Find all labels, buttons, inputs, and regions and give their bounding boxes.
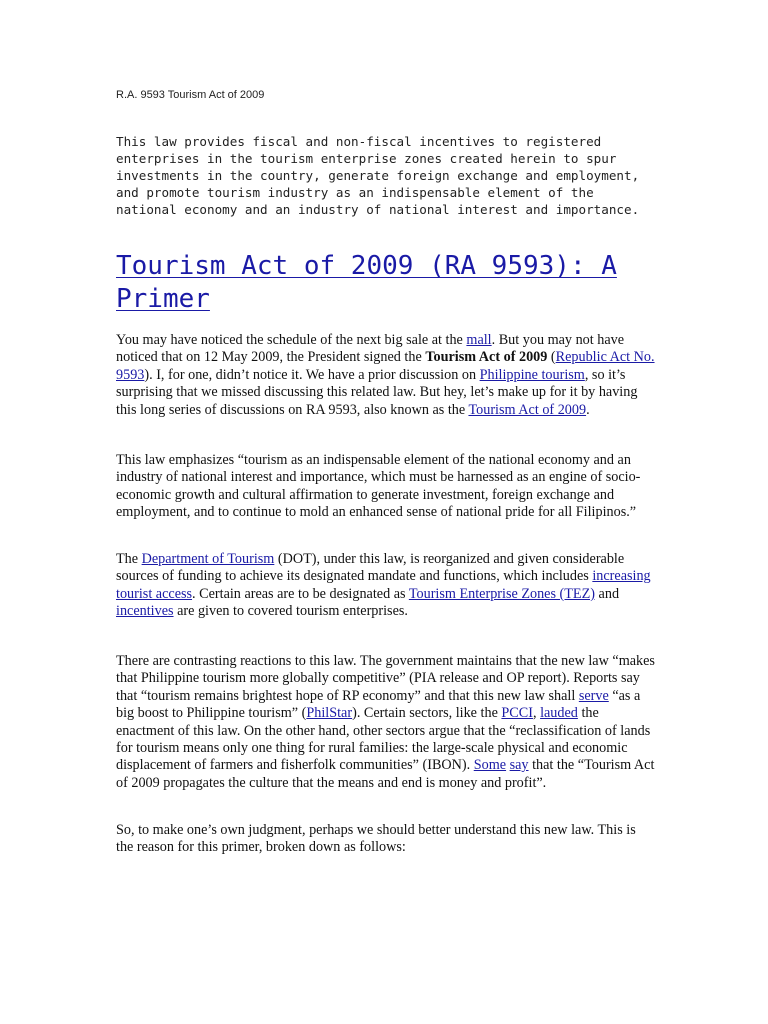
paragraph-2: This law emphasizes “tourism as an indispensable element of the national economy and an industry of national interest and importance, which must be harnessed as an engine of socio-economic growth and cultural affirmation to generate investment, foreign exchange and employment, and to continue to mold an enhanced sense of national pride for all Filipinos.” <box>116 452 641 521</box>
text-span: , <box>532 705 541 722</box>
intro-paragraph: This law provides fiscal and non-fiscal incentives to registered enterprises in the tourism enterprise zones created herein to spur investments in the country, generate foreign exchange and employment, and promote tourism industry as an indispensable element of the national economy and an industry of national interest and importance. <box>116 134 640 218</box>
text-span: The <box>116 551 142 567</box>
primer-heading-link[interactable]: Tourism Act of 2009 (RA 9593): A Primer <box>116 251 617 314</box>
link-lauded[interactable]: lauded <box>540 705 578 722</box>
text-span: ). Certain sectors, like the <box>352 705 502 722</box>
link-some[interactable]: Some <box>473 757 507 774</box>
link-increasing-tourist-access[interactable]: increasing tourist access <box>116 568 651 602</box>
link-serve[interactable]: serve <box>578 687 609 704</box>
text-span: . But you may not have noticed that on 12 May 2009, the President signed the <box>116 332 625 366</box>
text-span: and <box>595 585 620 602</box>
text-span: . <box>586 401 590 418</box>
text-span: There are contrasting reactions to this law. The government maintains that the new law “makes that Philippine tourism more globally competitive” (PIA release and OP report). Reports say that “tourism remains brightest hope of RP economy” and that this new law shall <box>116 653 655 704</box>
primer-heading <box>116 250 676 316</box>
document-label: R.A. 9593 Tourism Act of 2009 <box>116 89 265 101</box>
text-span: are given to covered tourism enterprises. <box>173 603 408 620</box>
link-pcci[interactable]: PCCI <box>501 705 533 722</box>
link-mall[interactable]: mall <box>466 332 492 348</box>
text-span: ). I, for one, didn’t notice it. We have a prior discussion on <box>144 366 480 383</box>
text-span: You may have noticed the schedule of the next big sale at the <box>116 332 467 348</box>
link-tez[interactable]: Tourism Enterprise Zones (TEZ) <box>408 585 595 602</box>
text-span: (DOT), under this law, is reorganized and given considerable sources of funding to achieve its designated mandate and functions, which includes <box>116 551 625 585</box>
text-span: . Certain areas are to be designated as <box>192 585 409 602</box>
link-department-of-tourism[interactable]: Department of Tourism <box>141 551 275 567</box>
text-span: ( <box>547 349 556 366</box>
link-incentives[interactable]: incentives <box>116 603 174 620</box>
text-span: , so it’s surprising that we missed discussing this related law. But hey, let’s make up for it by having this long series of discussions on RA 9593, also known as the <box>116 366 638 418</box>
text-span: that the “Tourism Act of 2009 propagates the culture that the means and end is money and profit”. <box>116 757 655 791</box>
text-span: the enactment of this law. On the other hand, other sectors argue that the “reclassification of lands for tourism means only one thing for rural families: the large-scale physical and economic displacement of farmers and fisherfolk communities” (IBON). <box>116 705 651 774</box>
paragraph-4 <box>116 653 656 792</box>
link-tourism-act[interactable]: Tourism Act of 2009 <box>468 401 587 418</box>
bold-act-name: Tourism Act of 2009 <box>425 349 548 366</box>
link-say[interactable]: say <box>509 757 529 774</box>
link-philippine-tourism[interactable]: Philippine tourism <box>479 366 585 383</box>
text-span: “as a big boost to Philippine tourism” ( <box>116 687 641 722</box>
paragraph-5: So, to make one’s own judgment, perhaps we should better understand this new law. This is the reason for this primer, broken down as follows: <box>116 822 636 856</box>
link-philstar[interactable]: PhilStar <box>306 705 353 722</box>
link-republic-act[interactable]: Republic Act No. 9593 <box>116 349 655 383</box>
paragraph-3 <box>116 551 656 621</box>
paragraph-1 <box>116 332 656 419</box>
